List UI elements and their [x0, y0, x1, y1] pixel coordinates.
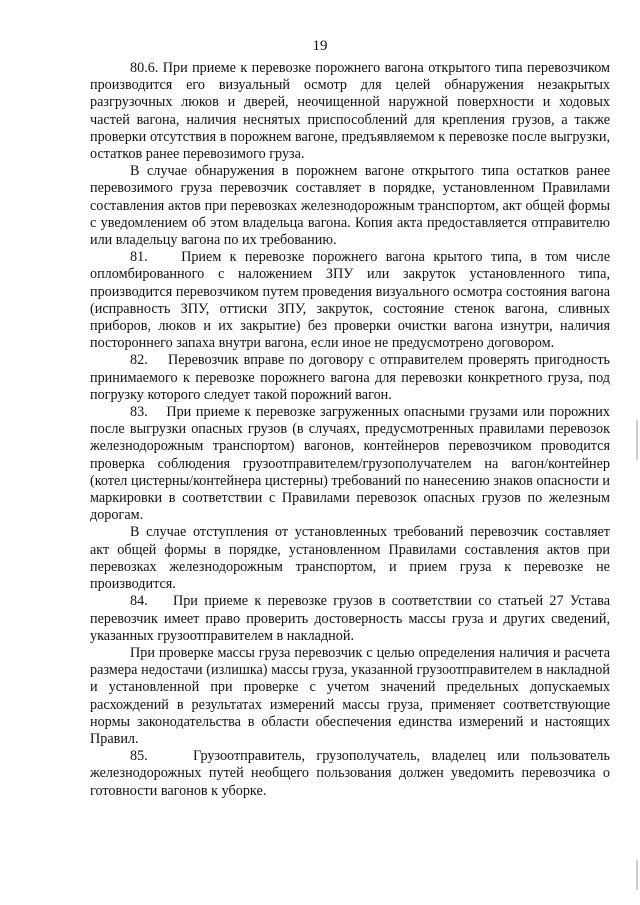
paragraph-83: 83. При приеме к перевозке загруженных опасными грузами или порожних после выгрузки опасных грузов (в случаях, предусмотренных правилами перевозок железнодорожным транспортом) вагонов, контейнеров перевозчиком проводится проверка соблюдения грузоотправителем/грузополучателем на вагон/контейнер (котел цистерны/контейнера цистерны) требований по нанесению знаков опасности и маркировки в соответствии с Правилами перевозок опасных грузов по железным дорогам.	[90, 404, 610, 524]
paragraph-82: 82. Перевозчик вправе по договору с отправителем проверять пригодность принимаемого к перевозке порожнего вагона для перевозки конкретного груза, под погрузку которого следует такой порожний вагон.	[90, 352, 610, 403]
paragraph-84: 84. При приеме к перевозке грузов в соответствии со статьей 27 Устава перевозчик имеет право проверить достоверность массы груза и других сведений, указанных грузоотправителем в накладной.	[90, 593, 610, 644]
scan-edge-mark	[636, 860, 638, 890]
paragraph-84-continuation: При проверке массы груза перевозчик с целью определения наличия и расчета размера недостачи (излишка) массы груза, указанной грузоотправителем в накладной и установленной при проверке с учетом значений предельных допускаемых расхождений в результатах измерений массы груза, применяет соответствующие нормы законодательства в области обеспечения единства измерений и настоящих Правил.	[90, 644, 610, 747]
page-number: 19	[312, 38, 328, 54]
document-body	[90, 60, 610, 800]
paragraph-85: 85. Грузоотправитель, грузополучатель, владелец или пользователь железнодорожных путей необщего пользования должен уведомить перевозчика о готовности вагонов к уборке.	[90, 748, 610, 799]
paragraph-80-6: 80.6. При приеме к перевозке порожнего вагона открытого типа перевозчиком производится его визуальный осмотр для целей обнаружения незакрытых разгрузочных люков и дверей, неочищенной наружной поверхности и ходовых частей вагона, наличия неснятых приспособлений для крепления грузов, а также проверки отсутствия в порожнем вагоне, предъявляемом к перевозке после выгрузки, остатков ранее перевозимого груза.	[90, 60, 610, 163]
scan-edge-mark	[636, 420, 638, 460]
paragraph-80-6-continuation: В случае обнаружения в порожнем вагоне открытого типа остатков ранее перевозимого груза перевозчик составляет в порядке, установленном Правилами составления актов при перевозках железнодорожным транспортом, акт общей формы с уведомлением об этом владельца вагона. Копия акта предоставляется отправителю или владельцу вагона по их требованию.	[90, 163, 610, 249]
paragraph-83-continuation: В случае отступления от установленных требований перевозчик составляет акт общей формы в порядке, установленном Правилами составления актов при перевозках железнодорожным транспортом, и прием груза к перевозке не производится.	[90, 524, 610, 593]
paragraph-81: 81. Прием к перевозке порожнего вагона крытого типа, в том числе опломбированного с наложением ЗПУ или закруток установленного типа, производится перевозчиком путем проведения визуального осмотра состояния вагона (исправность ЗПУ, оттиски ЗПУ, закруток, состояние стенок вагона, сливных приборов, люков и их закрытие) без проверки очистки вагона изнутри, наличия постороннего запаха внутри вагона, если иное не предусмотрено договором.	[90, 249, 610, 352]
